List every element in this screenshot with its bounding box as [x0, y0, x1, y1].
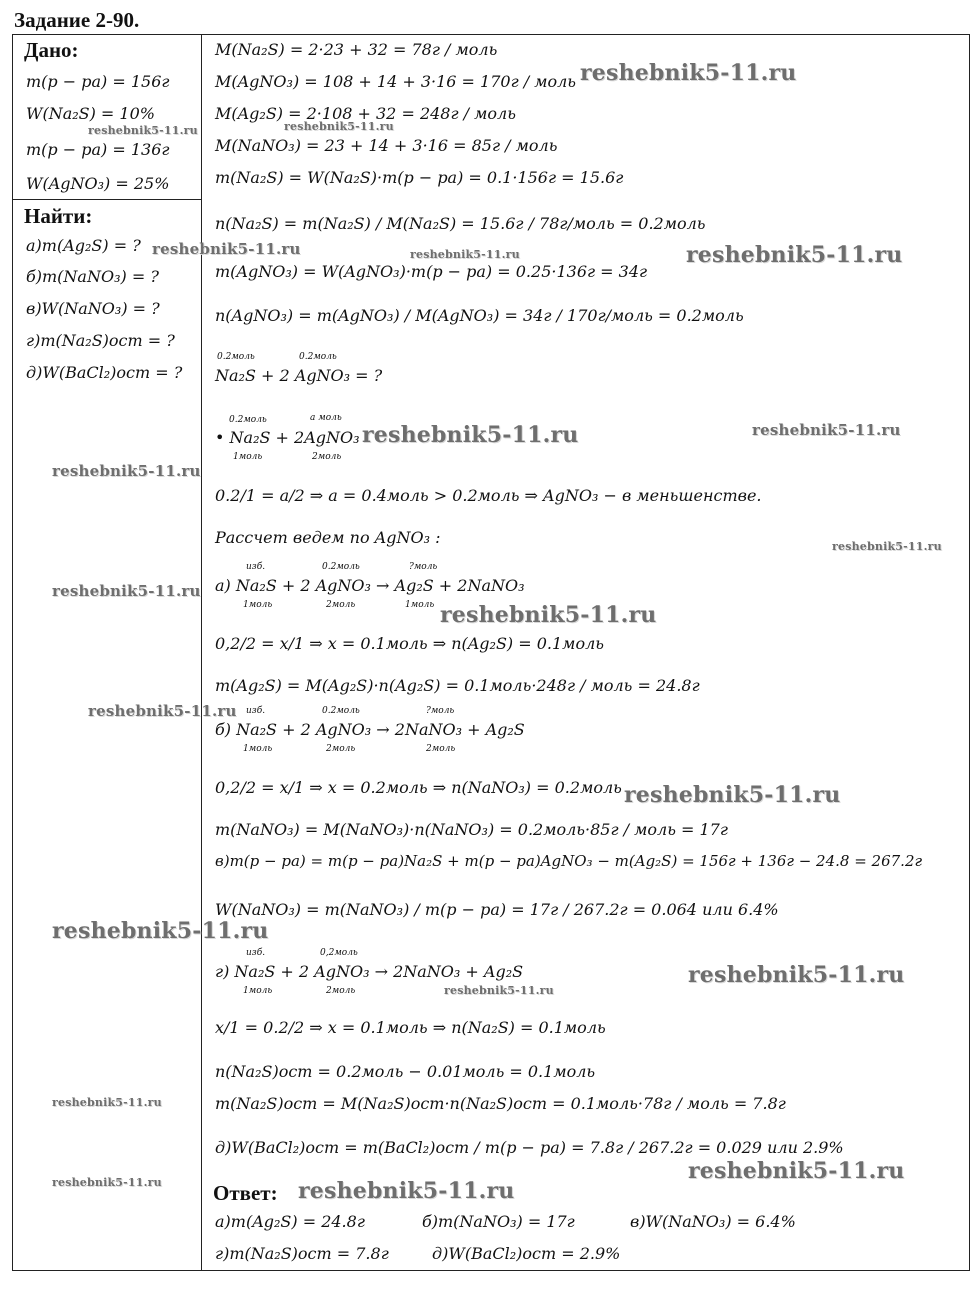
mole-label: 2моль [312, 452, 342, 462]
solution-line: a) Na₂S + 2 AgNO₃ → Ag₂S + 2NaNO₃ [215, 576, 525, 595]
mole-label: 0.2моль [299, 352, 337, 362]
watermark: reshebnik5-11.ru [52, 1096, 162, 1109]
mole-label: изб. [246, 562, 266, 572]
solution-line: M(NaNO₃) = 23 + 14 + 3·16 = 85г / моль [215, 136, 558, 155]
watermark: reshebnik5-11.ru [624, 782, 841, 808]
solution-line: x/1 = 0.2/2 ⇒ x = 0.1моль ⇒ n(Na₂S) = 0.1моль [215, 1018, 606, 1037]
answer-item: г)m(Na₂S)ост = 7.8г [215, 1244, 389, 1263]
solution-line: W(NaNO₃) = m(NaNO₃) / m(p − pa) = 17г / 267.2г = 0.064 или 6.4% [215, 900, 779, 919]
given-item: W(Na₂S) = 10% [26, 104, 155, 123]
solution-line: Рассчет ведем по AgNO₃ : [215, 528, 441, 547]
watermark: reshebnik5-11.ru [444, 984, 554, 997]
given-item: m(p − pa) = 156г [26, 72, 170, 91]
solution-line: n(Na₂S)ост = 0.2моль − 0.01моль = 0.1моль [215, 1062, 596, 1081]
mole-label: 0.2моль [322, 706, 360, 716]
answer-item: д)W(BaCl₂)ост = 2.9% [432, 1244, 621, 1263]
solution-line: m(NaNO₃) = M(NaNO₃)·n(NaNO₃) = 0.2моль·85г / моль = 17г [215, 820, 728, 839]
solution-line: m(Ag₂S) = M(Ag₂S)·n(Ag₂S) = 0.1моль·248г / моль = 24.8г [215, 676, 700, 695]
watermark: reshebnik5-11.ru [752, 421, 901, 439]
mole-label: 1моль [243, 600, 273, 610]
column-divider [201, 34, 202, 1271]
solution-line: 0.2/1 = a/2 ⇒ a = 0.4моль > 0.2моль ⇒ AgNO₃ − в меньшенстве. [215, 486, 762, 505]
find-item: в)W(NaNO₃) = ? [26, 299, 160, 318]
solution-line: m(AgNO₃) = W(AgNO₃)·m(p − pa) = 0.25·136г = 34г [215, 262, 648, 281]
solution-line: n(Na₂S) = m(Na₂S) / M(Na₂S) = 15.6г / 78г/моль = 0.2моль [215, 214, 706, 233]
watermark: reshebnik5-11.ru [88, 702, 237, 720]
answer-header: Ответ: [213, 1181, 278, 1205]
solution-line: в)m(p − pa) = m(p − pa)Na₂S + m(p − pa)AgNO₃ − m(Ag₂S) = 156г + 136г − 24.8 = 267.2г [215, 852, 923, 870]
solution-line: г) Na₂S + 2 AgNO₃ → 2NaNO₃ + Ag₂S [215, 962, 524, 981]
solution-line: б) Na₂S + 2 AgNO₃ → 2NaNO₃ + Ag₂S [215, 720, 525, 739]
find-item: a)m(Ag₂S) = ? [26, 236, 141, 255]
mole-label: 1моль [243, 744, 273, 754]
mole-label: изб. [246, 948, 266, 958]
watermark: reshebnik5-11.ru [410, 248, 520, 261]
solution-line: n(AgNO₃) = m(AgNO₃) / M(AgNO₃) = 34г / 170г/моль = 0.2моль [215, 306, 744, 325]
mole-label: 0,2моль [320, 948, 358, 958]
watermark: reshebnik5-11.ru [686, 242, 903, 268]
mole-label: а моль [310, 413, 342, 423]
find-item: б)m(NaNO₃) = ? [26, 267, 159, 286]
mole-label: 2моль [326, 600, 356, 610]
watermark: reshebnik5-11.ru [152, 240, 301, 258]
find-header: Найти: [24, 204, 93, 228]
mole-label: 1моль [243, 986, 273, 996]
answer-item: б)m(NaNO₃) = 17г [422, 1212, 575, 1231]
watermark: reshebnik5-11.ru [440, 602, 657, 628]
solution-line: M(Na₂S) = 2·23 + 32 = 78г / моль [215, 40, 498, 59]
watermark: reshebnik5-11.ru [688, 1158, 905, 1184]
solution-line: д)W(BaCl₂)ост = m(BaCl₂)ост / m(p − pa) = 7.8г / 267.2г = 0.029 или 2.9% [215, 1138, 844, 1157]
solution-line: Na₂S + 2 AgNO₃ = ? [215, 366, 383, 385]
watermark: reshebnik5-11.ru [52, 918, 269, 944]
given-item: m(p − pa) = 136г [26, 140, 170, 159]
find-item: д)W(BaCl₂)ост = ? [26, 363, 183, 382]
watermark: reshebnik5-11.ru [832, 540, 942, 553]
solution-line: • Na₂S + 2AgNO₃ [215, 428, 360, 447]
solution-line: m(Na₂S) = W(Na₂S)·m(p − pa) = 0.1·156г = 15.6г [215, 168, 624, 187]
mole-label: 0.2моль [217, 352, 255, 362]
given-header: Дано: [24, 38, 79, 62]
solution-line: 0,2/2 = x/1 ⇒ x = 0.2моль ⇒ n(NaNO₃) = 0.2моль [215, 778, 622, 797]
mole-label: 1моль [405, 600, 435, 610]
mole-label: 2моль [326, 986, 356, 996]
watermark: reshebnik5-11.ru [88, 124, 198, 137]
solution-line: M(AgNO₃) = 108 + 14 + 3·16 = 170г / моль [215, 72, 577, 91]
watermark: reshebnik5-11.ru [284, 120, 394, 133]
watermark: reshebnik5-11.ru [52, 582, 201, 600]
solution-line: 0,2/2 = x/1 ⇒ x = 0.1моль ⇒ n(Ag₂S) = 0.1моль [215, 634, 604, 653]
watermark: reshebnik5-11.ru [298, 1178, 515, 1204]
mole-label: 0.2моль [229, 415, 267, 425]
page-title: Задание 2-90. [14, 8, 140, 32]
find-item: г)m(Na₂S)ост = ? [26, 331, 175, 350]
given-item: W(AgNO₃) = 25% [26, 174, 170, 193]
mole-label: ?моль [409, 562, 438, 572]
answer-item: в)W(NaNO₃) = 6.4% [630, 1212, 796, 1231]
watermark: reshebnik5-11.ru [580, 60, 797, 86]
mole-label: изб. [246, 706, 266, 716]
solution-line: M(Ag₂S) = 2·108 + 32 = 248г / моль [215, 104, 516, 123]
solution-line: m(Na₂S)ост = M(Na₂S)ост·n(Na₂S)ост = 0.1моль·78г / моль = 7.8г [215, 1094, 786, 1113]
watermark: reshebnik5-11.ru [52, 462, 201, 480]
mole-label: 2моль [426, 744, 456, 754]
watermark: reshebnik5-11.ru [688, 962, 905, 988]
mole-label: 2моль [326, 744, 356, 754]
answer-item: a)m(Ag₂S) = 24.8г [215, 1212, 365, 1231]
mole-label: 1моль [233, 452, 263, 462]
given-find-divider [12, 199, 202, 200]
mole-label: ?моль [426, 706, 455, 716]
watermark: reshebnik5-11.ru [362, 422, 579, 448]
mole-label: 0.2моль [322, 562, 360, 572]
watermark: reshebnik5-11.ru [52, 1176, 162, 1189]
